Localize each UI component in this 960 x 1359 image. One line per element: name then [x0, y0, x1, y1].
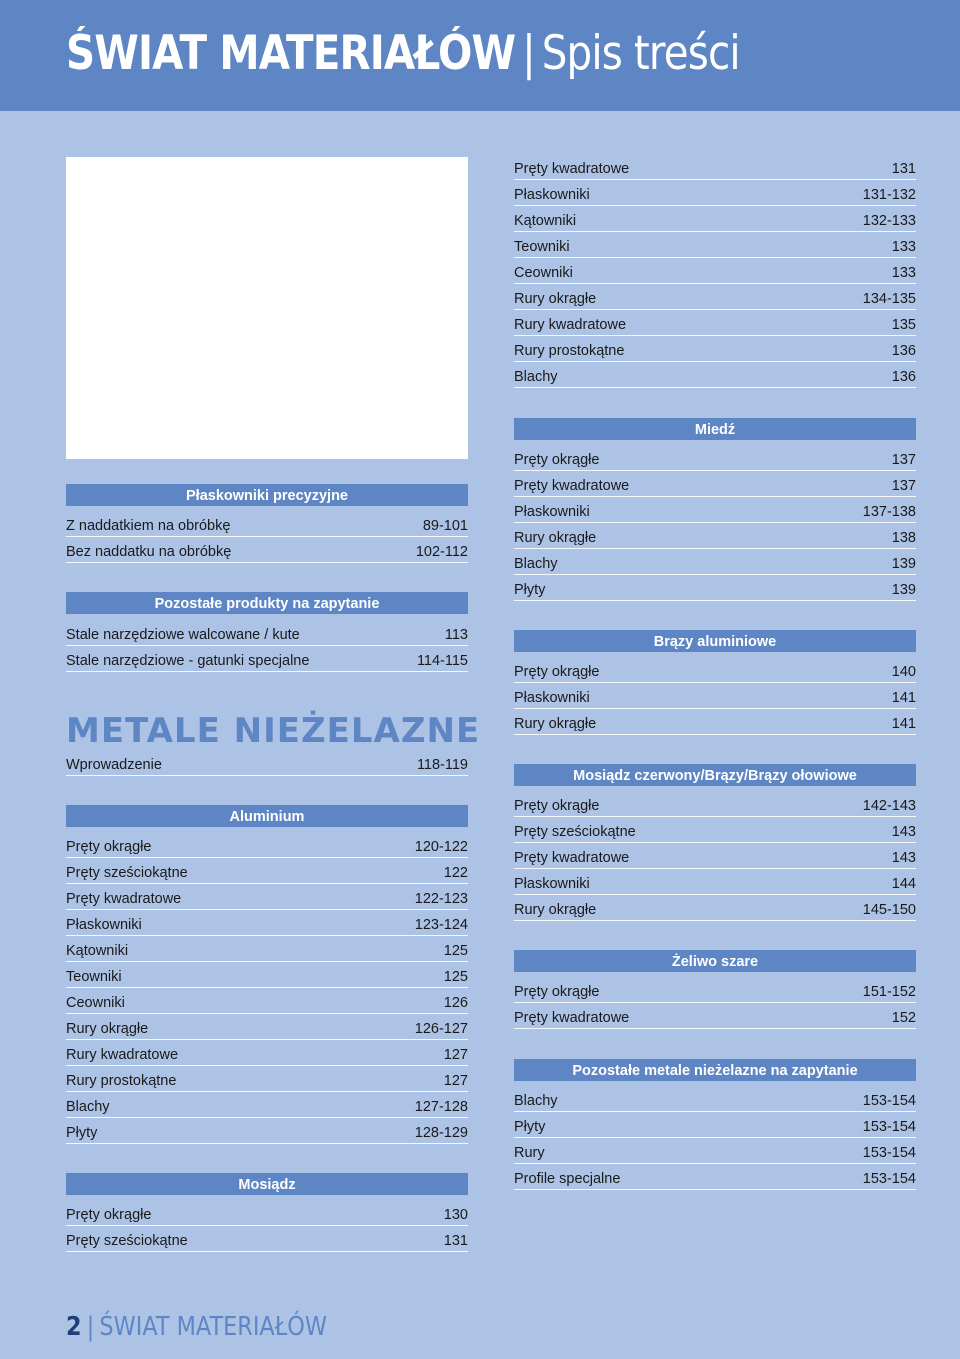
toc-pages: 127 — [443, 1047, 468, 1063]
toc-row[interactable] — [514, 848, 916, 869]
toc-row[interactable] — [514, 1117, 916, 1138]
toc-label: Bez naddatku na obróbkę — [66, 544, 232, 560]
toc-label: Profile specjalne — [514, 1171, 621, 1187]
toc-pages: 139 — [891, 582, 916, 598]
toc-pages: 122 — [443, 865, 468, 881]
toc-label: Pręty okrągłe — [514, 664, 600, 680]
toc-pages: 125 — [443, 943, 468, 959]
toc-label: Rury — [514, 1145, 545, 1161]
toc-row[interactable] — [66, 1045, 468, 1066]
toc-row[interactable] — [66, 993, 468, 1014]
toc-pages: 128-129 — [414, 1125, 468, 1141]
section-heading-miedz: Miedź — [514, 418, 916, 440]
title-main: ŚWIAT MATERIAŁÓW — [66, 26, 516, 81]
toc-label: Stale narzędziowe - gatunki specjalne — [66, 653, 310, 669]
section-heading-pozostale-metale: Pozostałe metale nieżelazne na zapytanie — [514, 1059, 916, 1081]
toc-pages: 126-127 — [414, 1021, 468, 1037]
toc-pages: 144 — [891, 876, 916, 892]
toc-row[interactable] — [66, 651, 468, 672]
toc-pages: 140 — [891, 664, 916, 680]
toc-pages: 137 — [891, 452, 916, 468]
toc-pages: 141 — [891, 716, 916, 732]
toc-row[interactable] — [514, 900, 916, 921]
toc-pages: 120-122 — [414, 839, 468, 855]
toc-label: Pręty okrągłe — [514, 798, 600, 814]
toc-label: Pręty sześciokątne — [66, 1233, 188, 1249]
section-heading-brazy-aluminiowe: Brązy aluminiowe — [514, 630, 916, 652]
toc-pages: 151-152 — [862, 984, 916, 1000]
toc-label: Ceowniki — [66, 995, 125, 1011]
toc-row[interactable] — [514, 341, 916, 362]
toc-row[interactable] — [514, 502, 916, 523]
toc-row[interactable] — [514, 159, 916, 180]
title-separator: | — [522, 26, 535, 81]
toc-row[interactable] — [66, 941, 468, 962]
toc-label: Ceowniki — [514, 265, 573, 281]
toc-row[interactable] — [514, 263, 916, 284]
toc-pages: 133 — [891, 239, 916, 255]
toc-pages: 130 — [443, 1207, 468, 1223]
toc-pages: 89-101 — [422, 518, 468, 534]
toc-label: Rury okrągłe — [514, 902, 597, 918]
toc-pages: 152 — [891, 1010, 916, 1026]
toc-label: Stale narzędziowe walcowane / kute — [66, 627, 300, 643]
toc-row[interactable] — [514, 1169, 916, 1190]
toc-pages: 153-154 — [862, 1093, 916, 1109]
toc-label: Płaskowniki — [514, 187, 590, 203]
toc-row[interactable] — [66, 625, 468, 646]
toc-pages: 126 — [443, 995, 468, 1011]
toc-pages: 123-124 — [414, 917, 468, 933]
toc-pages: 114-115 — [416, 653, 468, 669]
footer-brand: ŚWIAT MATERIAŁÓW — [99, 1312, 327, 1342]
toc-row[interactable] — [66, 863, 468, 884]
toc-pages: 131 — [891, 161, 916, 177]
toc-label: Płyty — [514, 582, 546, 598]
toc-label: Kątowniki — [514, 213, 577, 229]
toc-row[interactable] — [514, 822, 916, 843]
toc-row[interactable] — [66, 1205, 468, 1226]
toc-label: Pręty kwadratowe — [66, 891, 182, 907]
toc-row[interactable] — [514, 554, 916, 575]
right-column — [514, 0, 916, 1359]
toc-pages: 141 — [891, 690, 916, 706]
toc-pages: 122-123 — [414, 891, 468, 907]
toc-pages: 153-154 — [862, 1119, 916, 1135]
toc-row[interactable] — [66, 516, 468, 537]
toc-label: Płaskowniki — [66, 917, 142, 933]
toc-pages: 125 — [443, 969, 468, 985]
footer-separator: | — [86, 1312, 95, 1342]
toc-row[interactable] — [514, 796, 916, 817]
toc-pages: 145-150 — [862, 902, 916, 918]
toc-label: Kątowniki — [66, 943, 129, 959]
toc-row[interactable] — [514, 1008, 916, 1029]
toc-label: Płyty — [66, 1125, 98, 1141]
toc-row[interactable] — [66, 967, 468, 988]
toc-pages: 131 — [443, 1233, 468, 1249]
page-footer — [66, 1312, 327, 1342]
chapter-heading-metale-niezelazne: METALE NIEŻELAZNE — [66, 711, 481, 751]
toc-row[interactable] — [66, 755, 468, 776]
toc-label: Płaskowniki — [514, 504, 590, 520]
toc-label: Pręty sześciokątne — [66, 865, 188, 881]
toc-pages: 127 — [443, 1073, 468, 1089]
toc-pages: 137 — [891, 478, 916, 494]
toc-pages: 136 — [891, 369, 916, 385]
toc-pages: 143 — [891, 824, 916, 840]
toc-pages: 133 — [891, 265, 916, 281]
toc-row[interactable] — [66, 915, 468, 936]
toc-label: Rury prostokątne — [66, 1073, 177, 1089]
toc-label: Pręty sześciokątne — [514, 824, 636, 840]
toc-pages: 153-154 — [862, 1171, 916, 1187]
title-sub: Spis treści — [541, 26, 740, 81]
toc-label: Rury okrągłe — [514, 716, 597, 732]
toc-label: Blachy — [514, 1093, 558, 1109]
toc-pages: 143 — [891, 850, 916, 866]
toc-row[interactable] — [514, 476, 916, 497]
toc-row[interactable] — [514, 211, 916, 232]
toc-label: Wprowadzenie — [66, 757, 162, 773]
toc-label: Pręty okrągłe — [514, 984, 600, 1000]
toc-row[interactable] — [514, 580, 916, 601]
toc-label: Pręty okrągłe — [514, 452, 600, 468]
left-column — [66, 0, 481, 1359]
toc-label: Płaskowniki — [514, 876, 590, 892]
toc-pages: 118-119 — [416, 757, 468, 773]
toc-row[interactable] — [514, 1143, 916, 1164]
section-heading-mosiadz-czerwony: Mosiądz czerwony/Brązy/Brązy ołowiowe — [514, 764, 916, 786]
toc-label: Pręty kwadratowe — [514, 478, 630, 494]
toc-row[interactable] — [514, 714, 916, 735]
toc-pages: 102-112 — [415, 544, 468, 560]
toc-row[interactable] — [514, 688, 916, 709]
toc-pages: 153-154 — [862, 1145, 916, 1161]
page-number: 2 — [66, 1312, 82, 1342]
toc-label: Pręty okrągłe — [66, 839, 152, 855]
toc-label: Pręty kwadratowe — [514, 161, 630, 177]
toc-row[interactable] — [514, 874, 916, 895]
section-heading-zeliwo-szare: Żeliwo szare — [514, 950, 916, 972]
toc-label: Blachy — [514, 369, 558, 385]
toc-row[interactable] — [514, 315, 916, 336]
toc-row[interactable] — [514, 185, 916, 206]
toc-pages: 138 — [891, 530, 916, 546]
toc-row[interactable] — [514, 450, 916, 471]
toc-pages: 137-138 — [862, 504, 916, 520]
toc-label: Rury okrągłe — [514, 291, 597, 307]
toc-row[interactable] — [514, 1091, 916, 1112]
toc-label: Blachy — [514, 556, 558, 572]
toc-label: Blachy — [66, 1099, 110, 1115]
toc-label: Teowniki — [66, 969, 122, 985]
toc-pages: 127-128 — [414, 1099, 468, 1115]
toc-pages: 136 — [891, 343, 916, 359]
toc-pages: 139 — [891, 556, 916, 572]
toc-row[interactable] — [514, 528, 916, 549]
toc-row[interactable] — [66, 1097, 468, 1118]
toc-row[interactable] — [514, 982, 916, 1003]
toc-row[interactable] — [514, 367, 916, 388]
toc-label: Rury kwadratowe — [514, 317, 627, 333]
toc-label: Z naddatkiem na obróbkę — [66, 518, 231, 534]
toc-row[interactable] — [514, 289, 916, 310]
toc-label: Pręty okrągłe — [66, 1207, 152, 1223]
toc-pages: 142-143 — [862, 798, 916, 814]
section-heading-pozostale-produkty: Pozostałe produkty na zapytanie — [66, 592, 468, 614]
toc-label: Rury okrągłe — [514, 530, 597, 546]
toc-row[interactable] — [66, 1071, 468, 1092]
toc-pages: 113 — [444, 627, 468, 643]
toc-row[interactable] — [514, 237, 916, 258]
toc-label: Rury prostokątne — [514, 343, 625, 359]
toc-label: Płyty — [514, 1119, 546, 1135]
section-heading-mosiadz: Mosiądz — [66, 1173, 468, 1195]
section-heading-plaskowniki-precyzyjne: Płaskowniki precyzyjne — [66, 484, 468, 506]
toc-row[interactable] — [66, 889, 468, 910]
toc-row[interactable] — [66, 1231, 468, 1252]
toc-label: Rury okrągłe — [66, 1021, 149, 1037]
toc-pages: 132-133 — [862, 213, 916, 229]
section-heading-aluminium: Aluminium — [66, 805, 468, 827]
toc-pages: 135 — [891, 317, 916, 333]
toc-row[interactable] — [66, 542, 468, 563]
toc-label: Rury kwadratowe — [66, 1047, 179, 1063]
toc-label: Pręty kwadratowe — [514, 850, 630, 866]
toc-row[interactable] — [66, 837, 468, 858]
toc-label: Teowniki — [514, 239, 570, 255]
toc-label: Płaskowniki — [514, 690, 590, 706]
toc-row[interactable] — [66, 1019, 468, 1040]
toc-pages: 134-135 — [862, 291, 916, 307]
toc-row[interactable] — [66, 1123, 468, 1144]
toc-label: Pręty kwadratowe — [514, 1010, 630, 1026]
toc-row[interactable] — [514, 662, 916, 683]
toc-pages: 131-132 — [862, 187, 916, 203]
